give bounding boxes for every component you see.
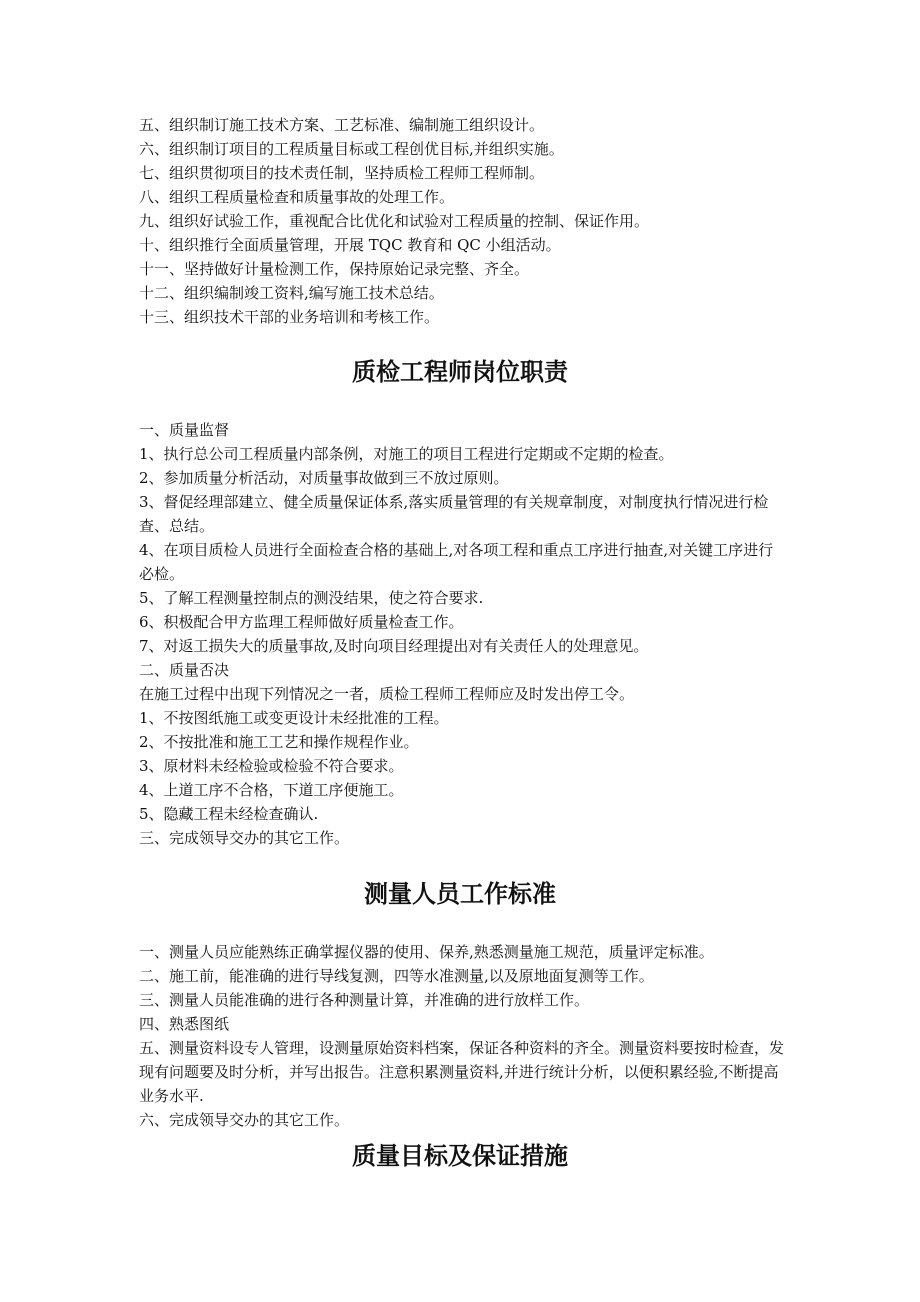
s2-veto-intro: 在施工过程中出现下列情况之一者，质检工程师工程师应及时发出停工令。 (139, 685, 635, 703)
s2-item-6: 6、积极配合甲方监理工程师做好质量检查工作。 (139, 613, 464, 631)
s3-item-5: 五、测量资料设专人管理，设测量原始资料档案，保证各种资料的齐全。测量资料要按时检查，发现有问题要及时分析，并写出报告。注意积累测量资料,并进行统计分析，以便积累经验,不断提高业务水平. (139, 1039, 785, 1105)
s2-veto-5: 5、隐藏工程未经检查确认. (139, 805, 319, 823)
s2-veto-2: 2、不按批准和施工工艺和操作规程作业。 (139, 733, 419, 751)
s2-item-7: 7、对返工损失大的质量事故,及时向项目经理提出对有关责任人的处理意见。 (139, 637, 649, 655)
s2-item-4: 4、在项目质检人员进行全面检查合格的基础上,对各项工程和重点工序进行抽查,对关键工序进行必检。 (139, 541, 774, 583)
s3-item-6: 六、完成领导交办的其它工作。 (139, 1111, 350, 1129)
s2-veto-3: 3、原材料未经检验或检验不符合要求。 (139, 757, 404, 775)
s3-item-1: 一、测量人员应能熟练正确掌握仪器的使用、保养,熟悉测量施工规范，质量评定标准。 (139, 943, 714, 961)
s1-item-6: 六、组织制订项目的工程质量目标或工程创优目标,并组织实施。 (139, 140, 564, 158)
s1-item-5: 五、组织制订施工技术方案、工艺标准、编制施工组织设计。 (139, 116, 545, 134)
s2-veto-4: 4、上道工序不合格，下道工序便施工。 (139, 781, 404, 799)
s2-item-1: 1、执行总公司工程质量内部条例，对施工的项目工程进行定期或不定期的检查。 (139, 445, 674, 463)
s1-item-10: 十、组织推行全面质量管理，开展 TQC 教育和 QC 小组活动。 (139, 236, 561, 254)
s2-item-3: 3、督促经理部建立、健全质量保证体系,落实质量管理的有关规章制度，对制度执行情况进行检查、总结。 (139, 493, 769, 535)
s2-subheading-supervision: 一、质量监督 (139, 421, 230, 439)
s2-item-2: 2、参加质量分析活动，对质量事故做到三不放过原则。 (139, 469, 509, 487)
s2-item-other: 三、完成领导交办的其它工作。 (139, 829, 350, 847)
heading-survey-staff-standard: 测量人员工作标准 (364, 880, 556, 908)
s1-item-7: 七、组织贯彻项目的技术责任制，坚持质检工程师工程师制。 (139, 164, 545, 182)
s1-item-11: 十一、坚持做好计量检测工作，保持原始记录完整、齐全。 (139, 260, 530, 278)
s3-item-2: 二、施工前，能准确的进行导线复测，四等水准测量,以及原地面复测等工作。 (139, 967, 654, 985)
s3-item-4: 四、熟悉图纸 (139, 1015, 230, 1033)
s3-item-3: 三、测量人员能准确的进行各种测量计算，并准确的进行放样工作。 (139, 991, 590, 1009)
s1-item-9: 九、组织好试验工作，重视配合比优化和试验对工程质量的控制、保证作用。 (139, 212, 650, 230)
s1-item-12: 十二、组织编制竣工资料,编写施工技术总结。 (139, 284, 444, 302)
s2-subheading-veto: 二、质量否决 (139, 661, 230, 679)
s2-veto-1: 1、不按图纸施工或变更设计未经批准的工程。 (139, 709, 449, 727)
s1-item-13: 十三、组织技术干部的业务培训和考核工作。 (139, 308, 440, 326)
heading-quality-goals: 质量目标及保证措施 (352, 1142, 568, 1170)
s1-item-8: 八、组织工程质量检查和质量事故的处理工作。 (139, 188, 455, 206)
s2-item-5: 5、了解工程测量控制点的测没结果，使之符合要求. (139, 589, 484, 607)
heading-quality-engineer-duties: 质检工程师岗位职责 (352, 358, 568, 386)
